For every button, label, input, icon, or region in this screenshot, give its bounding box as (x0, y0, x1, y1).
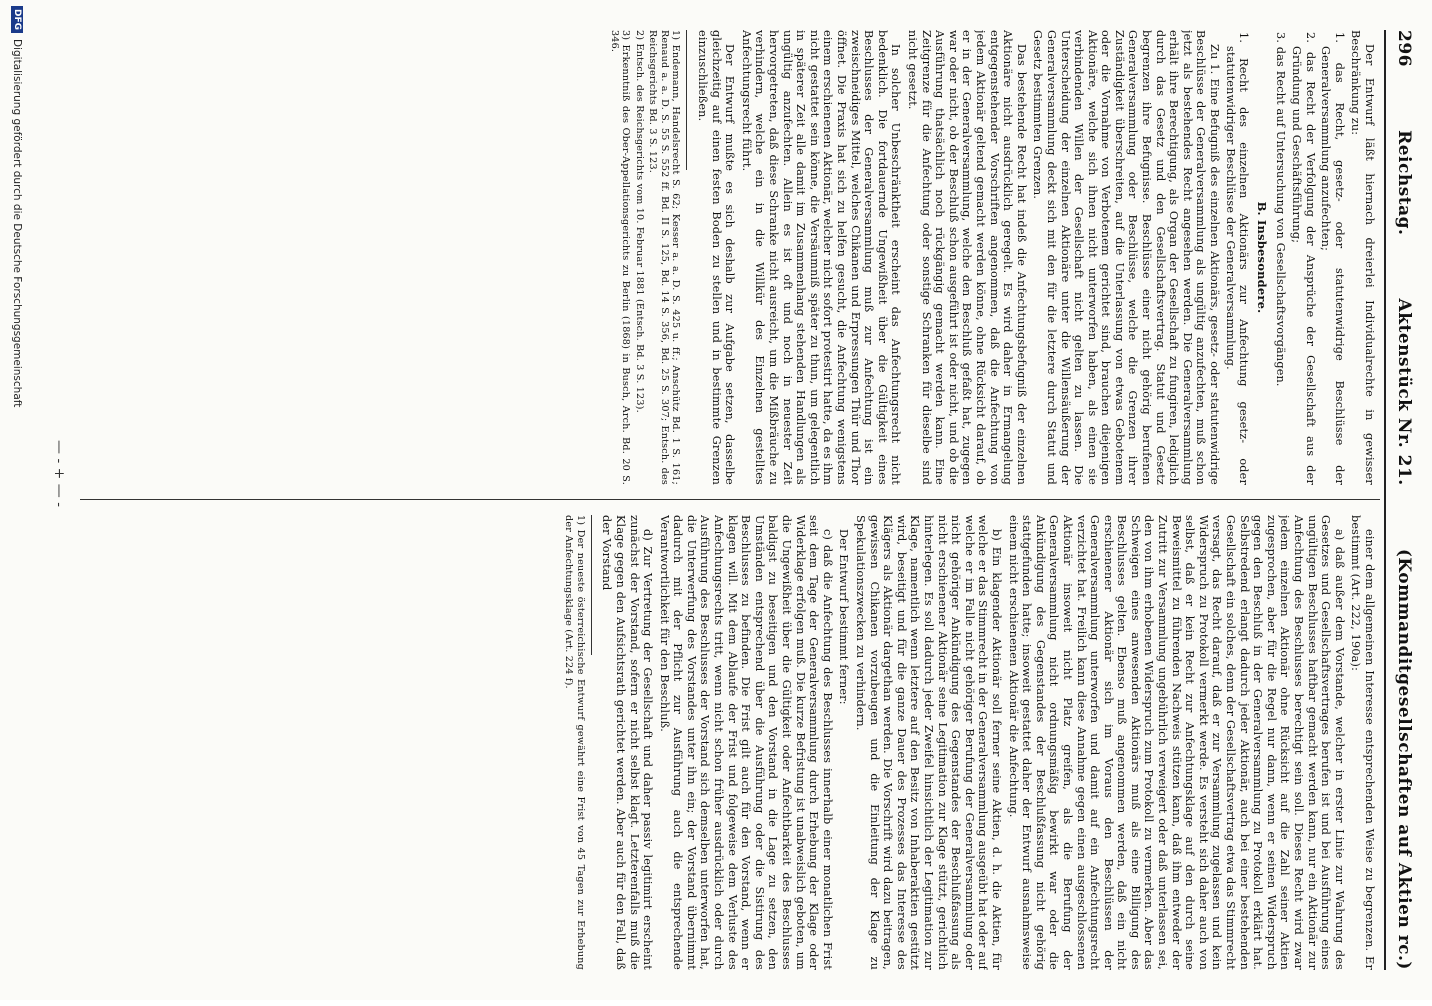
list-item: 3. das Recht auf Untersuchung von Gesellschaftsvorgängen. (1274, 32, 1288, 387)
column-divider (80, 499, 1380, 500)
paragraph: c) daß die Anfechtung des Beschlusses innerhalb einer monatlichen Frist seit dem Tage der Generalversammlung durch Erhebung der Klage oder Widerklage erfolgen muß. Die kurze Befristung ist unabweislich geboten, um die Ungewißheit über die Gültigkeit oder Anfechtbarkeit des Beschlusses baldigst zu beseitigen und den Vorstand in die Lage zu setzen, den Umständen entsprechend über die Ausführung oder die Sistirung des Beschlusses zu befinden. Die Frist gilt auch für den Vorstand, wenn er klagen will. Mit dem Ablaufe der Frist und folgeweise dem Verluste des Anfechtungsrechts tritt, wenn nicht schon früher ausdrücklich oder durch Ausführung des Beschlusses der Vorstand sich demselben unterworfen hat, die Unterwerfung des Vorstandes unter ihn ein; der Vorstand übernimmt dadurch mit der Pflicht zur Ausführung auch die entsprechende Verantwortlichkeit für den Beschluß. (657, 515, 834, 970)
list-item: 2. das Recht der Verfolgung der Ansprüche der Gesellschaft aus der Gründung und Geschäftsführung; (1290, 32, 1317, 485)
paragraph: einer dem allgemeinen Interesse entsprechenden Weise zu begrenzen. Er bestimmt (Art. 222, 190a): (1349, 515, 1376, 970)
footnote: 2) Entsch. des Reichsgerichts vom 10. Februar 1881 (Entsch. Bd. 3 S. 123). (634, 30, 645, 413)
page-header (1390, 30, 1418, 970)
header-center-title: Aktenstück Nr. 21. (1394, 298, 1414, 486)
dfg-logo: DFG (11, 6, 23, 33)
list-item: 1. das Recht, gesetz- oder statutenwidrige Beschlüsse der Generalversammlung anzufechten; (1319, 32, 1346, 485)
digitization-note (0, 0, 34, 1006)
footnote: 1) Endemann, Handelsrecht S. 62; Kesser a. a. D. S. 425 u. ff.; Anschütz Bd. 1 S. 161; Renaud a. a. D. S. 55 S. 552 ff. Bd. II S. 125, Bd. 14 S. 356, Bd. 25 S. 307; Entsch. des Reichsgerichts Bd. 3 S. 123. (647, 30, 682, 485)
digitization-text: Digitalisierung gefördert durch die Deutsche Forschungsgemeinschaft (11, 39, 23, 408)
left-intro: Der Entwurf läßt hiernach dreierlei Individualrechte in gewisser Beschränkung zu: (1349, 30, 1376, 485)
footnote: 1) Der neueste österreichische Entwurf gewährt eine Frist von 45 Tagen zur Erhebung der Anfechtungsklage (Art. 224 f). (563, 515, 586, 970)
paragraph: a) daß außer dem Vorstande, welcher in erster Linie zur Wahrung des Gesetzes und Gesellschaftsvertrages berufen ist und bei Ausführung eines ungültigen Beschlusses haftbar gemacht werden kann, nur ein Aktionär zur Anfechtung des Beschlusses berechtigt sein soll. Dieses Recht wird zwar jedem einzelnen Aktionär ohne Rücksicht auf die Zahl seiner Aktien zugesprochen, aber für die Regel nur dann, wenn er seinen Widerspruch gegen den Beschluß in der Generalversammlung zu Protokoll erklärt hat. Selbstredend erlangt dadurch jeder Aktionär, auch bei einer bestehenden Gesellschaft ein solches, denn der Gesellschaftsvertrag etwa das Stimmrecht versagt, das Recht darauf, daß er zur Versammlung zugelassen und kein Widerspruch zu Protokoll vermerkt werde. Es versteht sich daher auch von selbst, daß er kein Recht zur Anfechtungsklage auf den durch seine Beweismittel zu führenden Nachweis stützen kann, daß ihm entweder der Zutritt zur Versammlung ungebührlich verweigert oder daß unterlassen sei, den von ihm erhobenen Widerspruch zum Protokoll zu vermerken. Aber das Schweigen eines anwesenden Aktionärs muß als eine Billigung des Beschlusses gelten. Ebenso muß angenommen werden, daß ein nicht erschienener Aktionär sich im Voraus den Beschlüssen der Generalversammlung unterworfen und damit auf ein Anfechtungsrecht verzichtet hat. Freilich kann diese Annahme gegen einen ausgeschlossenen Aktionär insoweit nicht Platz greifen, als die Berufung der Generalversammlung nicht ordnungsmäßig bewirkt war oder die Ankündigung des Gegenstandes der Beschlußfassung nicht gehörig stattgefunden hatte; insoweit gestattet daher der Entwurf ausnahmsweise einem nicht erschienenen Aktionär die Anfechtung. (1006, 515, 1346, 970)
footnote-rule (591, 515, 592, 655)
paragraph: Der Entwurf mußte es sich deshalb zur Aufgabe setzen, dasselbe gleichzeitig auf einen festen Boden zu stellen und in bestimmte Grenzen einzuschließen. (696, 30, 737, 485)
paragraph: Zu 1. Eine Befugniß des einzelnen Aktionärs, gesetz- oder statutenwidrige Beschlüsse der Generalversammlung als ungültig anzufechten, muß schon jetzt als bestehendes Recht angesehen werden. Die Generalversammlung erhält ihre Berechtigung, als Organ der Gesellschaft zu fungiren, lediglich durch das Gesetz und den Gesellschaftsvertrag. Statut und Gesetz begrenzen ihre Befugnisse. Beschlüsse einer nicht gehörig berufenen Generalversammlung oder Beschlüsse, welche die Grenzen ihrer Zuständigkeit überschreiten, auf die Unterlassung von etwas Gebotenem oder die Vornahme von Verbotenem gerichtet sind, brauchen diejenigen Aktionäre, welche sich ihnen nicht unterworfen haben, als einen sie verbindenden Willen der Gesellschaft nicht gelten zu lassen. Die Unterscheidung der einzelnen Aktionäre unter die Willensäußerung der Generalversammlung deckt sich mit den für die letztere durch Statut und Gesetz bestimmten Grenzen. (1031, 30, 1222, 485)
page-number: 296 (1394, 30, 1414, 67)
subsection-heading: 1. Recht des einzelnen Aktionärs zur Anfechtung gesetz- oder statutenwidriger Beschlüsse der Generalversammlung. (1223, 32, 1251, 485)
header-right-title: (Kommanditgesellschaften auf Aktien rc.) (1394, 548, 1414, 970)
header-rule (1384, 30, 1386, 970)
right-column (66, 515, 1376, 970)
footnote-rule (687, 30, 688, 170)
paragraph: Der Entwurf bestimmt ferner: (837, 529, 851, 705)
paragraph: In solcher Unbeschränktheit erscheint das Anfechtungsrecht nicht bedenklich. Die fortdauernde Ungewißheit über die Gültigkeit eines Beschlusses der Generalversammlung muß zur Anfechtung ist ein zweischneidiges Mittel, welches Chikanen und Erpressungen Thür und Thor öffnet. Die Praxis hat sich zu helfen gesucht, die Anfechtung wenigstens einem erschienenen Aktionär, welcher nicht sofort protestirt hatte, da es ihm nicht gestattet sein könne, die Versäumniß später zu thun, um gelegentlich in späterer Zeit alle damit im Zusammenhang stehenden Handlungen als ungültig anzufechten. Allein es ist oft und noch in neuester Zeit hervorgetreten, daß diese Schranke nicht ausreicht, um die Mißbräuche zu verhindern, welche ein in die Willkür des Einzelnen gestelltes Anfechtungsrecht führt. (739, 30, 903, 485)
left-column (66, 30, 1376, 485)
paragraph: d) Zur Vertretung der Gesellschaft und daher passiv legitimirt erscheint zunächst der Vorstand, sofern er nicht selbst klagt. Letzterenfalls muß die Klage gegen den Aufsichtsrath gerichtet werden. Aber auch für den Fall, daß der Vorstand (600, 515, 655, 970)
paragraph: b) Ein klagender Aktionär soll ferner seine Aktien, d. h. die Aktien, für welche er das Stimmrecht in der Generalversammlung ausgeübt hat oder auf welche er im Falle nicht gehöriger Berufung der Generalversammlung oder nicht gehöriger Ankündigung des Gegenstandes der Beschlußfassung als nicht erschienener Aktionär seine Legitimation zur Klage stützt, gerichtlich hinterlegen. Es soll dadurch jeder Zweifel hinsichtlich der Legitimation zur Klage, namentlich wenn letztere auf den Besitz von Inhaberaktien gestützt wird, beseitigt und für die ganze Dauer des Prozesses das Interesse des Klägers als Aktionär dargethan werden. Die Vorschrift wird dazu beitragen, gewissen Chikanen vorzubeugen und die Einleitung der Klage zu Spekulationszwecken zu verhindern. (854, 515, 1003, 970)
scan-marks: — ‑ + — ‑ (51, 440, 67, 507)
section-title: B. Insbesondere. (1254, 201, 1269, 314)
footnote: 3) Erkenntniß des Ober-Appellationsgerichts zu Berlin (1868) in Busch, Arch. Bd. 20 S. 346. (609, 30, 632, 485)
header-left-title: Reichstag. (1394, 130, 1414, 236)
paragraph: Das bestehende Recht hat indeß die Anfechtungsbefugniß der einzelnen Aktionäre nicht ausdrücklich geregelt. Es wird daher in Ermangelung entgegenstehender Vorschriften angenommen, daß die Anfechtung von jedem Aktionär geltend gemacht werden könne, ohne Rücksicht darauf, ob er in der Generalversammlung, welche den Beschluß gefaßt hat, zugegen war oder nicht, ob der Beschluß schon ausgeführt ist oder nicht, und ob die Ausführung thatsächlich noch rückgängig gemacht werden kann. Eine Zeitgrenze für die Anfechtung oder sonstige Schranken für dieselbe sind nicht gesetzt. (906, 30, 1028, 485)
